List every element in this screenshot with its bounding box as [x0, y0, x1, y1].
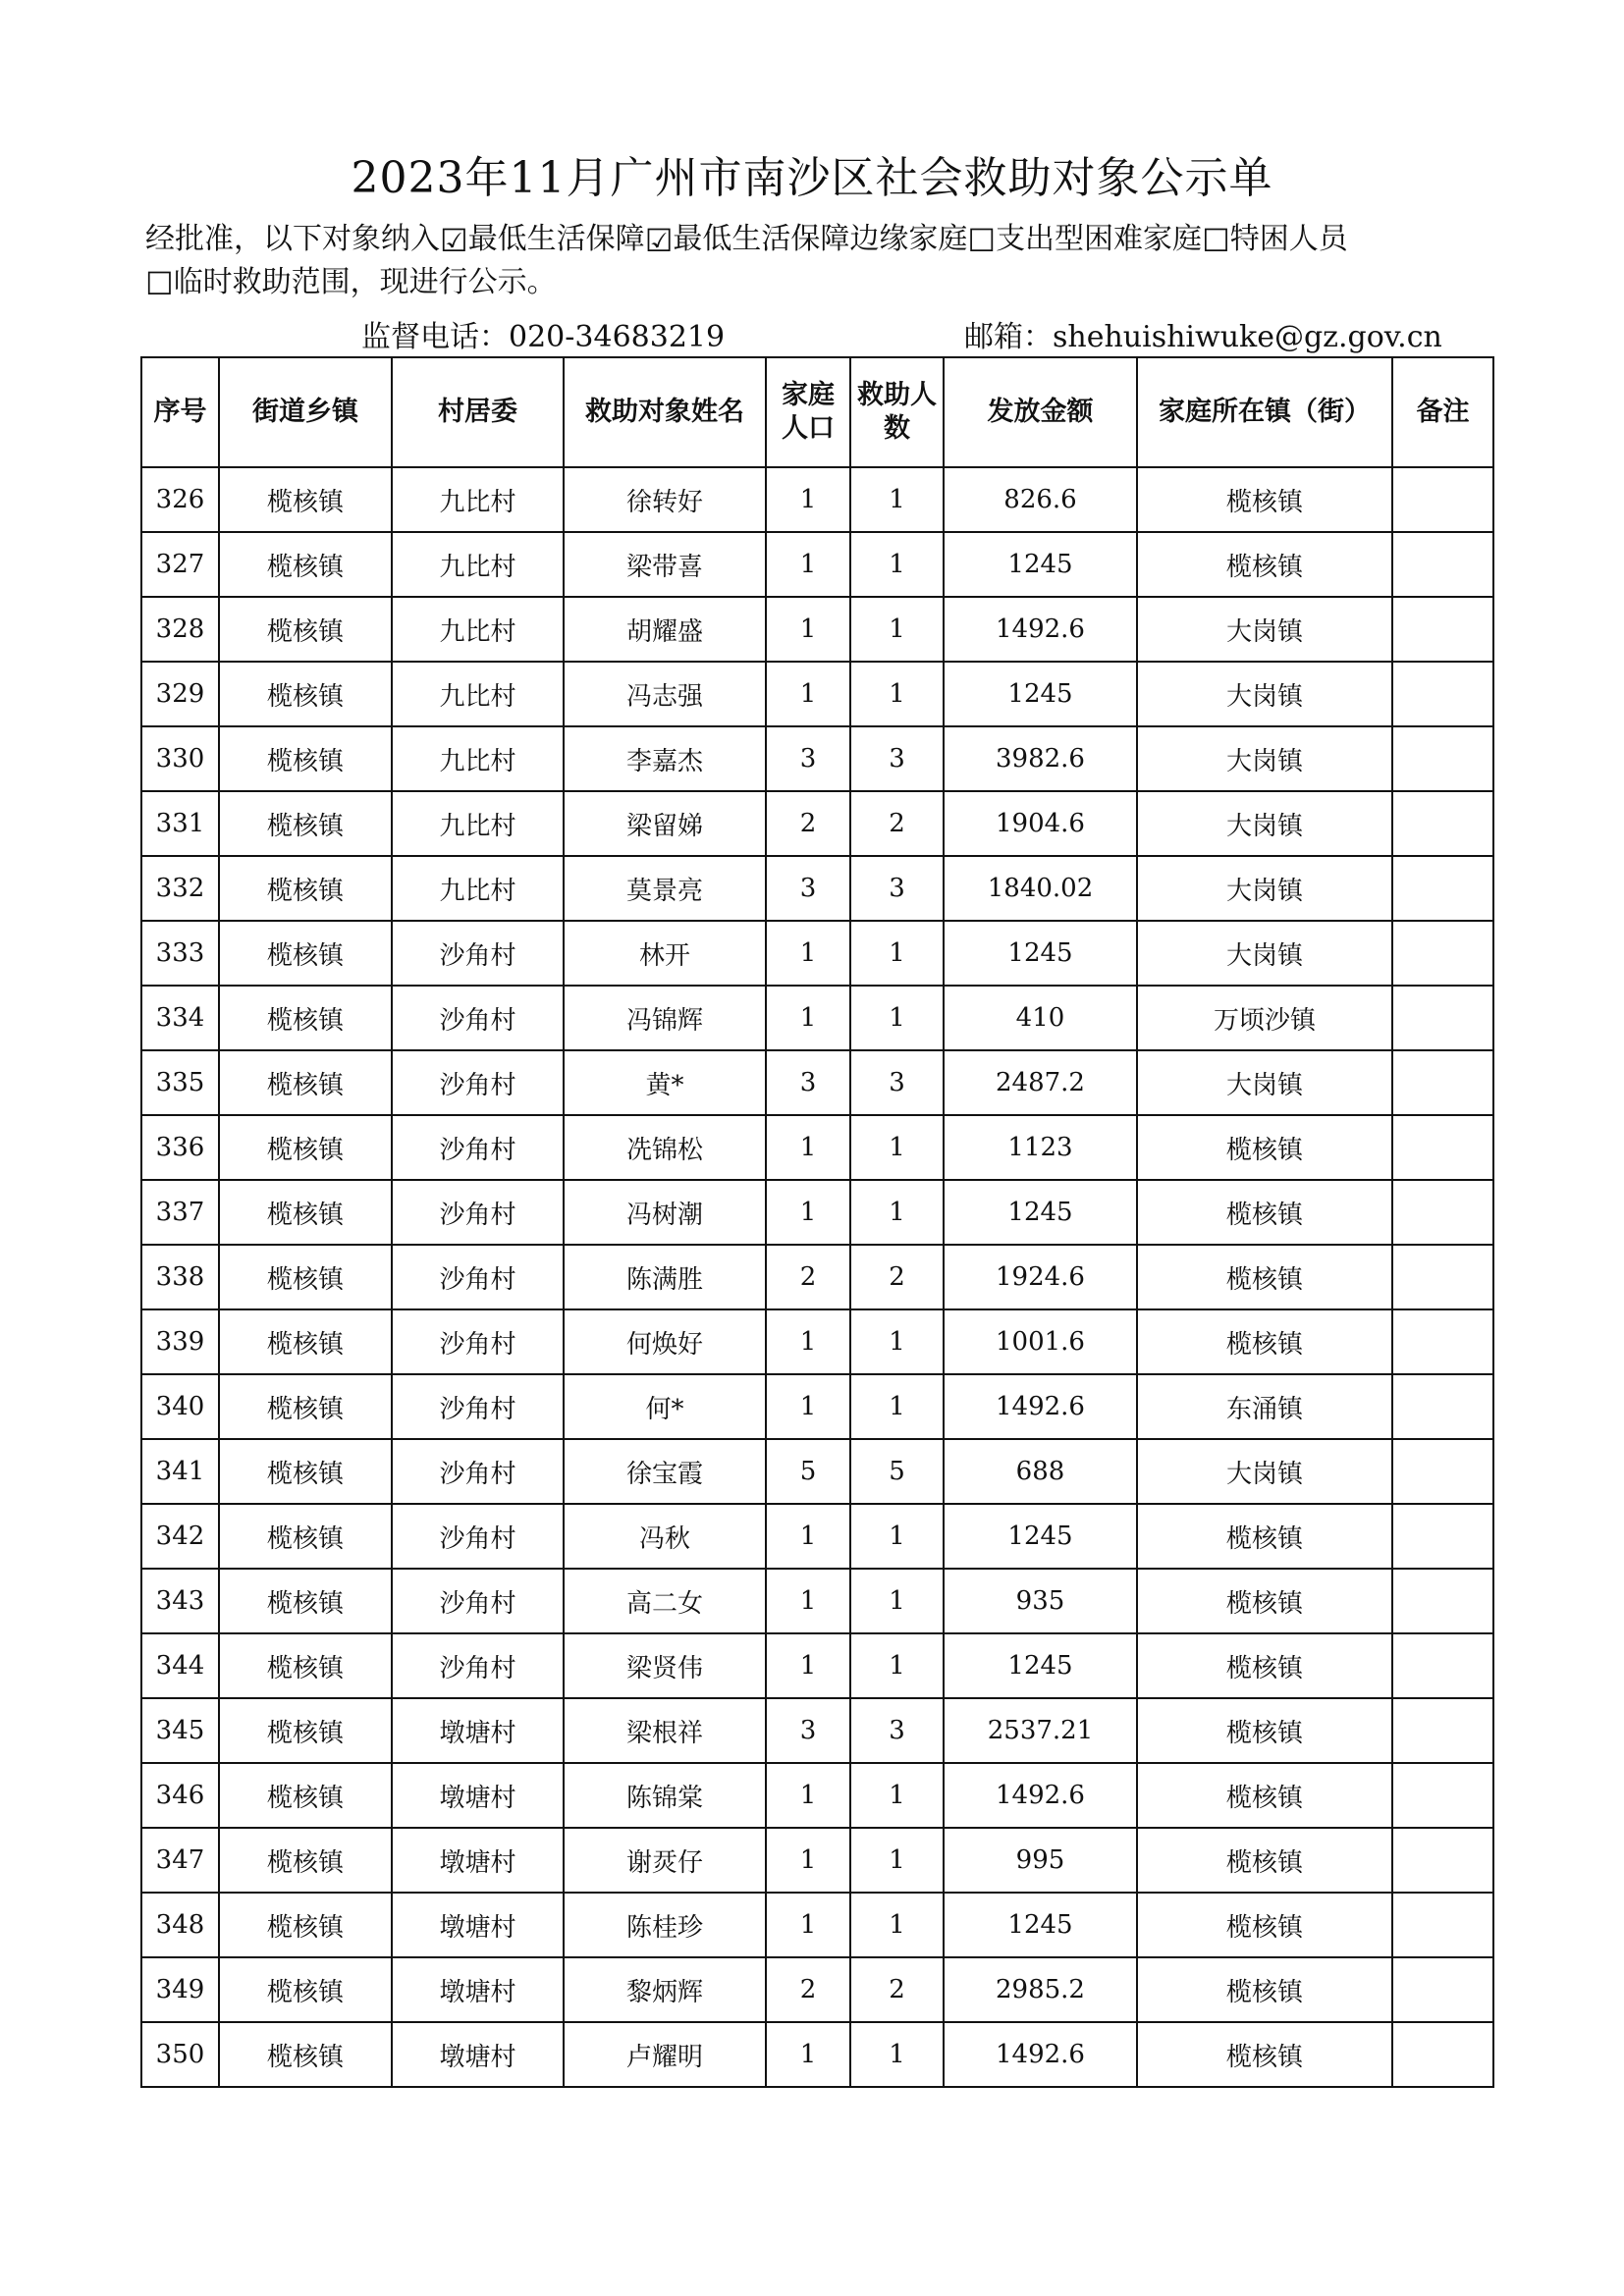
category-label: 特困人员 [1229, 222, 1348, 256]
cell-town: 大岗镇 [1137, 597, 1392, 662]
cell-aided-count: 2 [850, 1957, 944, 2022]
cell-aided-count: 3 [850, 1050, 944, 1115]
cell-name: 何焕好 [564, 1309, 766, 1374]
cell-village: 九比村 [392, 856, 564, 921]
email-label: 邮箱： [964, 320, 1053, 354]
cell-household-size: 1 [766, 1374, 850, 1439]
cell-amount: 410 [944, 986, 1137, 1050]
cell-street: 榄核镇 [219, 856, 392, 921]
cell-town: 大岗镇 [1137, 1050, 1392, 1115]
cell-town: 大岗镇 [1137, 856, 1392, 921]
cell-street: 榄核镇 [219, 1050, 392, 1115]
cell-town: 榄核镇 [1137, 1309, 1392, 1374]
cell-name: 何* [564, 1374, 766, 1439]
cell-street: 榄核镇 [219, 1180, 392, 1245]
cell-household-size: 2 [766, 1245, 850, 1309]
cell-village: 墩塘村 [392, 1698, 564, 1763]
aid-recipient-table [140, 356, 1494, 2088]
cell-aided-count: 1 [850, 597, 944, 662]
cell-village: 沙角村 [392, 1504, 564, 1569]
unchecked-box-icon: ☐ [1202, 222, 1230, 259]
phone-number: 020-34683219 [509, 320, 726, 354]
cell-street: 榄核镇 [219, 1957, 392, 2022]
cell-village: 沙角村 [392, 1180, 564, 1245]
category-label: 支出型困难家庭 [996, 222, 1203, 256]
cell-street: 榄核镇 [219, 1763, 392, 1828]
header-amount: 发放金额 [944, 357, 1137, 467]
cell-household-size: 3 [766, 726, 850, 791]
cell-household-size: 2 [766, 791, 850, 856]
cell-street: 榄核镇 [219, 532, 392, 597]
cell-name: 梁留娣 [564, 791, 766, 856]
cell-aided-count: 1 [850, 467, 944, 532]
table-row [141, 1569, 1493, 1633]
cell-street: 榄核镇 [219, 1245, 392, 1309]
cell-seq: 328 [141, 597, 219, 662]
cell-remark [1392, 1828, 1493, 1893]
cell-aided-count: 1 [850, 1763, 944, 1828]
cell-amount: 935 [944, 1569, 1137, 1633]
supervision-phone [361, 316, 725, 359]
cell-village: 沙角村 [392, 1439, 564, 1504]
cell-amount: 2985.2 [944, 1957, 1137, 2022]
table-row [141, 986, 1493, 1050]
cell-seq: 338 [141, 1245, 219, 1309]
cell-household-size: 1 [766, 1309, 850, 1374]
cell-name: 卢耀明 [564, 2022, 766, 2087]
cell-village: 沙角村 [392, 1569, 564, 1633]
cell-household-size: 5 [766, 1439, 850, 1504]
unchecked-box-icon: ☐ [145, 265, 174, 302]
cell-village: 沙角村 [392, 1245, 564, 1309]
table-row [141, 532, 1493, 597]
cell-name: 冯锦辉 [564, 986, 766, 1050]
cell-remark [1392, 1504, 1493, 1569]
cell-amount: 2537.21 [944, 1698, 1137, 1763]
cell-amount: 1840.02 [944, 856, 1137, 921]
cell-seq: 333 [141, 921, 219, 986]
cell-village: 九比村 [392, 791, 564, 856]
cell-aided-count: 1 [850, 1633, 944, 1698]
table-row [141, 726, 1493, 791]
cell-amount: 1245 [944, 1893, 1137, 1957]
cell-village: 沙角村 [392, 1374, 564, 1439]
cell-street: 榄核镇 [219, 662, 392, 726]
cell-aided-count: 1 [850, 1504, 944, 1569]
intro-line-2 [145, 261, 1520, 304]
cell-remark [1392, 1569, 1493, 1633]
cell-amount: 1924.6 [944, 1245, 1137, 1309]
table-row [141, 1893, 1493, 1957]
cell-remark [1392, 662, 1493, 726]
cell-aided-count: 1 [850, 1180, 944, 1245]
cell-village: 墩塘村 [392, 1763, 564, 1828]
table-row [141, 1504, 1493, 1569]
cell-street: 榄核镇 [219, 1698, 392, 1763]
cell-street: 榄核镇 [219, 2022, 392, 2087]
table-row [141, 1957, 1493, 2022]
cell-aided-count: 1 [850, 532, 944, 597]
cell-name: 陈锦棠 [564, 1763, 766, 1828]
intro-line-1 [145, 218, 1520, 261]
cell-remark [1392, 1115, 1493, 1180]
cell-name: 梁贤伟 [564, 1633, 766, 1698]
category-label: 最低生活保障边缘家庭 [673, 222, 968, 256]
cell-amount: 826.6 [944, 467, 1137, 532]
cell-village: 沙角村 [392, 1309, 564, 1374]
cell-household-size: 1 [766, 986, 850, 1050]
cell-remark [1392, 726, 1493, 791]
cell-street: 榄核镇 [219, 791, 392, 856]
cell-town: 万顷沙镇 [1137, 986, 1392, 1050]
cell-amount: 1904.6 [944, 791, 1137, 856]
cell-village: 沙角村 [392, 1050, 564, 1115]
cell-amount: 3982.6 [944, 726, 1137, 791]
cell-town: 大岗镇 [1137, 662, 1392, 726]
table-row [141, 1115, 1493, 1180]
table-row [141, 1180, 1493, 1245]
cell-name: 冯志强 [564, 662, 766, 726]
table-row [141, 791, 1493, 856]
cell-household-size: 1 [766, 662, 850, 726]
table-row [141, 1050, 1493, 1115]
cell-town: 大岗镇 [1137, 791, 1392, 856]
cell-aided-count: 1 [850, 662, 944, 726]
cell-name: 胡耀盛 [564, 597, 766, 662]
cell-household-size: 1 [766, 1504, 850, 1569]
cell-remark [1392, 1050, 1493, 1115]
page-title: 2023年11月广州市南沙区社会救助对象公示单 [351, 153, 1273, 203]
cell-aided-count: 1 [850, 1309, 944, 1374]
cell-seq: 327 [141, 532, 219, 597]
cell-street: 榄核镇 [219, 921, 392, 986]
cell-seq: 337 [141, 1180, 219, 1245]
cell-town: 榄核镇 [1137, 467, 1392, 532]
table-header-row [141, 357, 1493, 467]
cell-town: 大岗镇 [1137, 1439, 1392, 1504]
header-household-size: 家庭 人口 [766, 357, 850, 467]
cell-aided-count: 5 [850, 1439, 944, 1504]
header-town: 家庭所在镇（街） [1137, 357, 1392, 467]
cell-amount: 1245 [944, 1633, 1137, 1698]
cell-household-size: 3 [766, 856, 850, 921]
cell-aided-count: 2 [850, 1245, 944, 1309]
cell-town: 榄核镇 [1137, 1569, 1392, 1633]
cell-seq: 347 [141, 1828, 219, 1893]
cell-aided-count: 1 [850, 1374, 944, 1439]
cell-street: 榄核镇 [219, 1504, 392, 1569]
cell-household-size: 1 [766, 1828, 850, 1893]
cell-aided-count: 2 [850, 791, 944, 856]
cell-town: 榄核镇 [1137, 1957, 1392, 2022]
cell-seq: 334 [141, 986, 219, 1050]
cell-seq: 332 [141, 856, 219, 921]
cell-remark [1392, 1309, 1493, 1374]
cell-street: 榄核镇 [219, 726, 392, 791]
cell-town: 大岗镇 [1137, 726, 1392, 791]
cell-village: 九比村 [392, 726, 564, 791]
cell-name: 陈满胜 [564, 1245, 766, 1309]
cell-village: 九比村 [392, 662, 564, 726]
cell-amount: 1245 [944, 532, 1137, 597]
table-row [141, 1698, 1493, 1763]
cell-street: 榄核镇 [219, 1115, 392, 1180]
checked-box-icon: ☑ [644, 222, 674, 259]
cell-village: 墩塘村 [392, 1828, 564, 1893]
cell-seq: 329 [141, 662, 219, 726]
cell-amount: 1492.6 [944, 1763, 1137, 1828]
cell-amount: 1245 [944, 921, 1137, 986]
cell-seq: 350 [141, 2022, 219, 2087]
cell-amount: 1492.6 [944, 1374, 1137, 1439]
cell-town: 榄核镇 [1137, 1633, 1392, 1698]
cell-remark [1392, 1245, 1493, 1309]
phone-label: 监督电话： [361, 320, 509, 354]
table-row [141, 921, 1493, 986]
cell-seq: 326 [141, 467, 219, 532]
table-row [141, 662, 1493, 726]
cell-aided-count: 3 [850, 726, 944, 791]
cell-remark [1392, 1763, 1493, 1828]
cell-town: 榄核镇 [1137, 532, 1392, 597]
table-row [141, 467, 1493, 532]
cell-seq: 331 [141, 791, 219, 856]
cell-village: 沙角村 [392, 1633, 564, 1698]
cell-remark [1392, 986, 1493, 1050]
cell-village: 墩塘村 [392, 1957, 564, 2022]
table-row [141, 856, 1493, 921]
cell-aided-count: 1 [850, 1569, 944, 1633]
cell-seq: 339 [141, 1309, 219, 1374]
cell-street: 榄核镇 [219, 597, 392, 662]
cell-household-size: 1 [766, 1180, 850, 1245]
cell-remark [1392, 791, 1493, 856]
cell-amount: 1245 [944, 662, 1137, 726]
cell-seq: 344 [141, 1633, 219, 1698]
cell-name: 冯树潮 [564, 1180, 766, 1245]
cell-seq: 340 [141, 1374, 219, 1439]
cell-seq: 330 [141, 726, 219, 791]
cell-town: 榄核镇 [1137, 1504, 1392, 1569]
cell-street: 榄核镇 [219, 986, 392, 1050]
cell-aided-count: 1 [850, 1115, 944, 1180]
cell-aided-count: 3 [850, 856, 944, 921]
cell-seq: 342 [141, 1504, 219, 1569]
cell-seq: 336 [141, 1115, 219, 1180]
cell-village: 墩塘村 [392, 2022, 564, 2087]
cell-remark [1392, 1633, 1493, 1698]
cell-seq: 335 [141, 1050, 219, 1115]
cell-village: 沙角村 [392, 986, 564, 1050]
cell-remark [1392, 1957, 1493, 2022]
cell-amount: 1001.6 [944, 1309, 1137, 1374]
cell-street: 榄核镇 [219, 1893, 392, 1957]
cell-remark [1392, 1374, 1493, 1439]
cell-street: 榄核镇 [219, 467, 392, 532]
cell-town: 大岗镇 [1137, 921, 1392, 986]
cell-name: 徐宝霞 [564, 1439, 766, 1504]
cell-street: 榄核镇 [219, 1828, 392, 1893]
cell-village: 九比村 [392, 597, 564, 662]
cell-village: 沙角村 [392, 921, 564, 986]
cell-street: 榄核镇 [219, 1309, 392, 1374]
contact-email [964, 316, 1442, 359]
cell-household-size: 1 [766, 1893, 850, 1957]
cell-name: 徐转好 [564, 467, 766, 532]
cell-household-size: 1 [766, 597, 850, 662]
cell-remark [1392, 467, 1493, 532]
cell-household-size: 1 [766, 1115, 850, 1180]
cell-household-size: 2 [766, 1957, 850, 2022]
cell-town: 榄核镇 [1137, 1245, 1392, 1309]
header-remark: 备注 [1392, 357, 1493, 467]
intro-prefix: 经批准，以下对象纳入 [145, 222, 440, 256]
cell-name: 莫景亮 [564, 856, 766, 921]
cell-remark [1392, 1893, 1493, 1957]
cell-name: 梁根祥 [564, 1698, 766, 1763]
cell-amount: 1123 [944, 1115, 1137, 1180]
header-name: 救助对象姓名 [564, 357, 766, 467]
cell-household-size: 3 [766, 1698, 850, 1763]
cell-name: 高二女 [564, 1569, 766, 1633]
cell-aided-count: 1 [850, 1893, 944, 1957]
cell-household-size: 1 [766, 2022, 850, 2087]
table-row [141, 1828, 1493, 1893]
cell-name: 林开 [564, 921, 766, 986]
table-row [141, 597, 1493, 662]
cell-aided-count: 1 [850, 1828, 944, 1893]
cell-town: 榄核镇 [1137, 2022, 1392, 2087]
cell-street: 榄核镇 [219, 1374, 392, 1439]
cell-household-size: 1 [766, 1763, 850, 1828]
table-row [141, 1633, 1493, 1698]
cell-town: 榄核镇 [1137, 1828, 1392, 1893]
cell-village: 九比村 [392, 532, 564, 597]
cell-town: 榄核镇 [1137, 1115, 1392, 1180]
cell-name: 黄* [564, 1050, 766, 1115]
cell-amount: 1245 [944, 1504, 1137, 1569]
cell-street: 榄核镇 [219, 1633, 392, 1698]
cell-aided-count: 1 [850, 986, 944, 1050]
cell-remark [1392, 2022, 1493, 2087]
cell-household-size: 1 [766, 921, 850, 986]
cell-village: 九比村 [392, 467, 564, 532]
cell-village: 墩塘村 [392, 1893, 564, 1957]
table-row [141, 1309, 1493, 1374]
cell-remark [1392, 921, 1493, 986]
header-aided-count: 救助人 数 [850, 357, 944, 467]
cell-amount: 1492.6 [944, 2022, 1137, 2087]
category-label: 临时救助范围，现进行公示。 [173, 265, 557, 299]
cell-household-size: 1 [766, 532, 850, 597]
cell-remark [1392, 597, 1493, 662]
cell-amount: 688 [944, 1439, 1137, 1504]
cell-household-size: 1 [766, 1633, 850, 1698]
table-body [141, 467, 1493, 2087]
cell-seq: 343 [141, 1569, 219, 1633]
cell-amount: 1245 [944, 1180, 1137, 1245]
cell-remark [1392, 1439, 1493, 1504]
cell-seq: 349 [141, 1957, 219, 2022]
cell-seq: 348 [141, 1893, 219, 1957]
cell-name: 谢烎仔 [564, 1828, 766, 1893]
intro-statement [145, 218, 1520, 304]
header-village: 村居委 [392, 357, 564, 467]
cell-town: 东涌镇 [1137, 1374, 1392, 1439]
unchecked-box-icon: ☐ [967, 222, 997, 259]
cell-seq: 346 [141, 1763, 219, 1828]
cell-town: 榄核镇 [1137, 1180, 1392, 1245]
cell-aided-count: 1 [850, 2022, 944, 2087]
cell-name: 冼锦松 [564, 1115, 766, 1180]
email-address: shehuishiwuke@gz.gov.cn [1053, 320, 1442, 354]
cell-remark [1392, 856, 1493, 921]
cell-remark [1392, 532, 1493, 597]
cell-aided-count: 1 [850, 921, 944, 986]
cell-household-size: 3 [766, 1050, 850, 1115]
cell-name: 李嘉杰 [564, 726, 766, 791]
cell-aided-count: 3 [850, 1698, 944, 1763]
table-row [141, 1374, 1493, 1439]
cell-amount: 1492.6 [944, 597, 1137, 662]
table-row [141, 1245, 1493, 1309]
cell-village: 沙角村 [392, 1115, 564, 1180]
table-row [141, 2022, 1493, 2087]
cell-remark [1392, 1698, 1493, 1763]
category-label: 最低生活保障 [467, 222, 645, 256]
cell-remark [1392, 1180, 1493, 1245]
cell-town: 榄核镇 [1137, 1698, 1392, 1763]
header-street: 街道乡镇 [219, 357, 392, 467]
cell-town: 榄核镇 [1137, 1763, 1392, 1828]
cell-street: 榄核镇 [219, 1569, 392, 1633]
header-seq: 序号 [141, 357, 219, 467]
cell-household-size: 1 [766, 467, 850, 532]
cell-amount: 995 [944, 1828, 1137, 1893]
cell-name: 黎炳辉 [564, 1957, 766, 2022]
cell-seq: 345 [141, 1698, 219, 1763]
cell-amount: 2487.2 [944, 1050, 1137, 1115]
cell-seq: 341 [141, 1439, 219, 1504]
cell-name: 陈桂珍 [564, 1893, 766, 1957]
checked-box-icon: ☑ [440, 222, 468, 259]
cell-town: 榄核镇 [1137, 1893, 1392, 1957]
cell-household-size: 1 [766, 1569, 850, 1633]
table-row [141, 1439, 1493, 1504]
cell-street: 榄核镇 [219, 1439, 392, 1504]
table-row [141, 1763, 1493, 1828]
cell-name: 梁带喜 [564, 532, 766, 597]
cell-name: 冯秋 [564, 1504, 766, 1569]
